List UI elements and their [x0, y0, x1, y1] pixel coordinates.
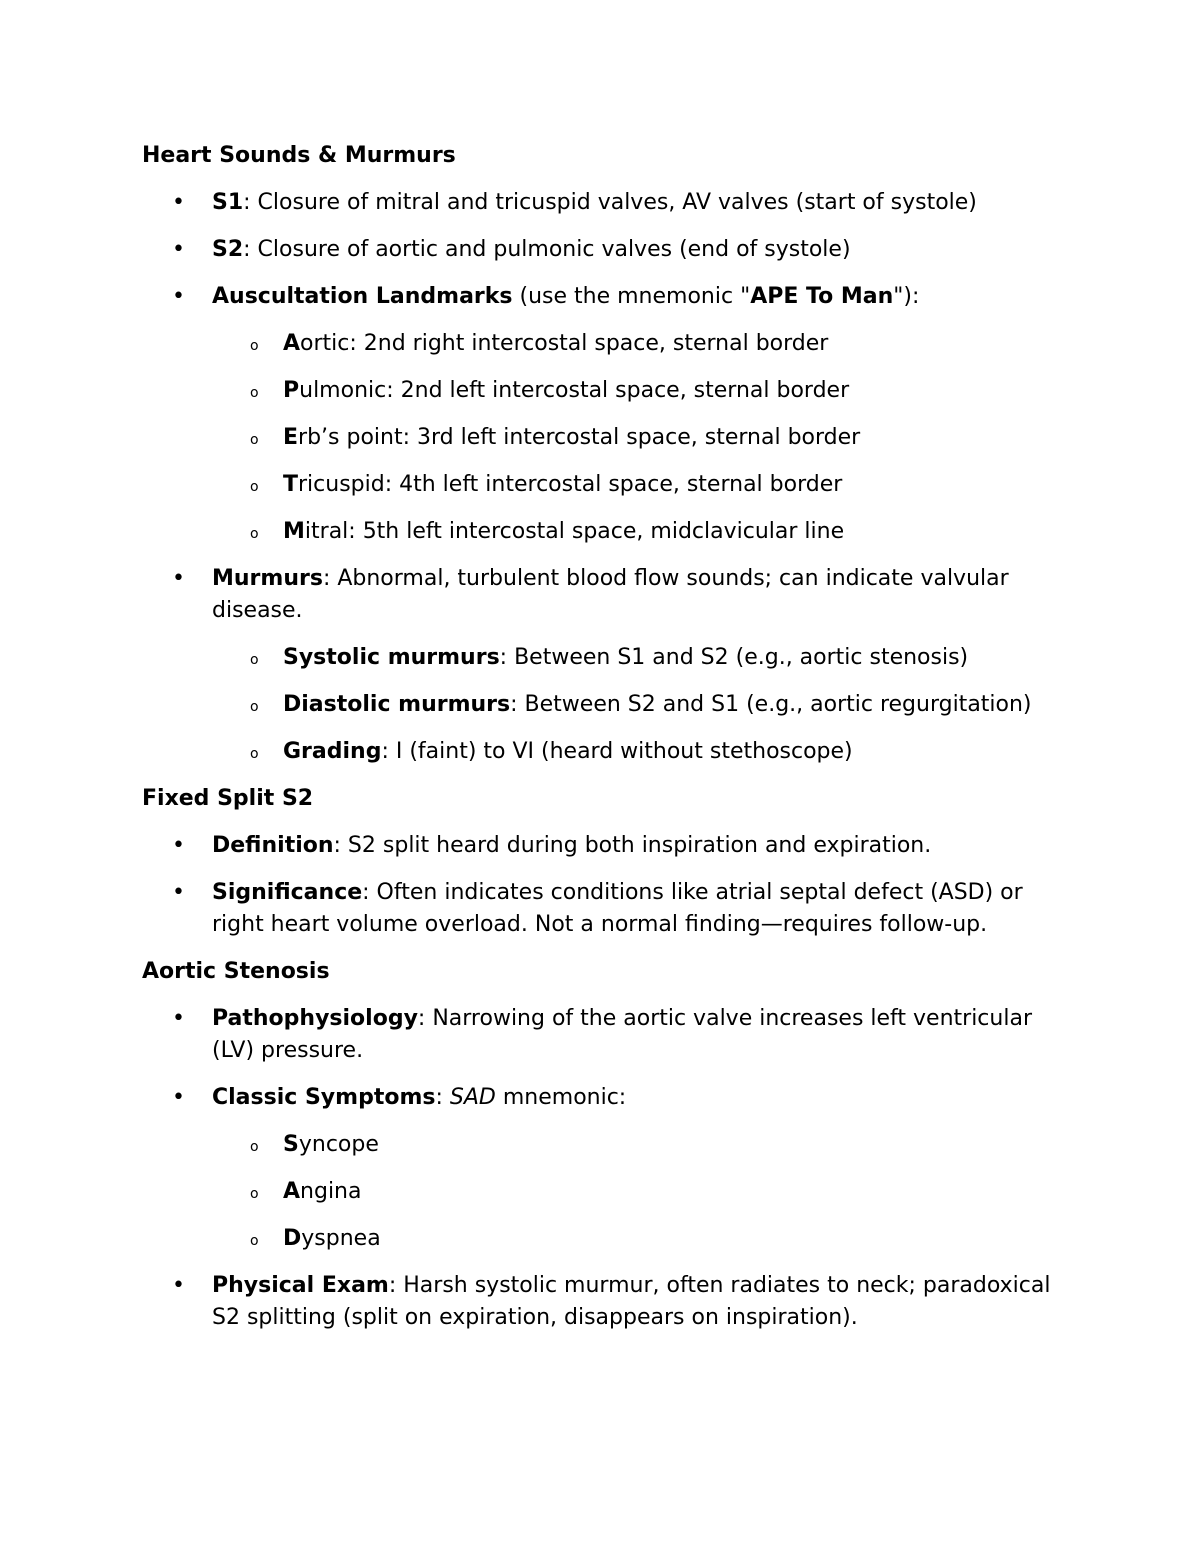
term: Classic Symptoms: [212, 1085, 436, 1110]
fixed-split-list: [142, 830, 1062, 941]
sub-bullet-icon: o: [250, 338, 259, 354]
subitem-text: rb’s point: 3rd left intercostal space, sternal border: [298, 425, 861, 450]
list-item: [142, 563, 1062, 768]
bullet-icon: •: [172, 1273, 185, 1298]
aortic-stenosis-list: [142, 1003, 1062, 1334]
sublist-item: [142, 422, 1062, 454]
sub-bullet-icon: o: [250, 526, 259, 542]
subitem-text: yspnea: [301, 1226, 381, 1251]
initial: A: [283, 1179, 301, 1204]
subitem-text: ortic: 2nd right intercostal space, sternal border: [300, 331, 829, 356]
sub-bullet-icon: o: [250, 746, 259, 762]
section-heading-aortic-stenosis: Aortic Stenosis: [142, 959, 330, 984]
sublist-item: [142, 642, 1062, 674]
initial: D: [283, 1226, 302, 1251]
sub-bullet-icon: o: [250, 652, 259, 668]
bullet-icon: •: [172, 190, 185, 215]
definition: : Harsh systolic murmur, often radiates to neck; paradoxical S2 splitting (split on expiration, disappears on inspiration).: [212, 1273, 1051, 1330]
definition: : S2 split heard during both inspiration and expiration.: [333, 833, 932, 858]
subitem-text: : Between S1 and S2 (e.g., aortic stenosis): [499, 645, 969, 670]
sublist-item: [142, 469, 1062, 501]
list-item: [142, 1003, 1062, 1067]
sub-bullet-icon: o: [250, 1139, 259, 1155]
landmarks-sublist: [212, 328, 1062, 548]
sub-bullet-icon: o: [250, 1233, 259, 1249]
document-page: [142, 140, 1062, 1349]
list-item: [142, 1082, 1062, 1255]
subitem-text: : I (faint) to VI (heard without stethoscope): [381, 739, 853, 764]
bullet-icon: •: [172, 566, 185, 591]
subterm: Grading: [283, 739, 382, 764]
initial: A: [283, 331, 301, 356]
definition-end: mnemonic:: [495, 1085, 627, 1110]
subitem-text: yncope: [298, 1132, 379, 1157]
definition: : Closure of aortic and pulmonic valves (end of systole): [243, 237, 851, 262]
subterm: Diastolic murmurs: [283, 692, 511, 717]
term: S1: [212, 190, 244, 215]
sub-bullet-icon: o: [250, 699, 259, 715]
subitem-text: ngina: [300, 1179, 362, 1204]
initial: M: [283, 519, 305, 544]
subitem-text: itral: 5th left intercostal space, midclavicular line: [304, 519, 845, 544]
sublist-item: [142, 1223, 1062, 1255]
term: Physical Exam: [212, 1273, 389, 1298]
sublist-item: [142, 1129, 1062, 1161]
sublist-item: [142, 1176, 1062, 1208]
subitem-text: ricuspid: 4th left intercostal space, sternal border: [298, 472, 843, 497]
sub-bullet-icon: o: [250, 432, 259, 448]
sublist-item: [142, 328, 1062, 360]
list-item: [142, 281, 1062, 548]
definition: : Abnormal, turbulent blood flow sounds; can indicate valvular disease.: [212, 566, 1009, 623]
sublist-item: [142, 516, 1062, 548]
definition: (use the mnemonic ": [512, 284, 751, 309]
murmurs-sublist: [212, 642, 1062, 768]
symptoms-sublist: [212, 1129, 1062, 1255]
sublist-item: [142, 375, 1062, 407]
list-item: [142, 1270, 1062, 1334]
term: Pathophysiology: [212, 1006, 418, 1031]
definition: :: [435, 1085, 450, 1110]
definition: : Often indicates conditions like atrial septal defect (ASD) or right heart volume overload. Not a normal finding—requires follow-up.: [212, 880, 1023, 937]
section-heading-fixed-split: Fixed Split S2: [142, 786, 314, 811]
mnemonic: SAD: [449, 1085, 496, 1110]
term: Significance: [212, 880, 363, 905]
bullet-icon: •: [172, 880, 185, 905]
initial: E: [283, 425, 299, 450]
initial: S: [283, 1132, 299, 1157]
list-item: [142, 830, 1062, 862]
sub-bullet-icon: o: [250, 1186, 259, 1202]
initial: T: [283, 472, 299, 497]
term: Murmurs: [212, 566, 323, 591]
bullet-icon: •: [172, 833, 185, 858]
list-item: [142, 187, 1062, 219]
sub-bullet-icon: o: [250, 479, 259, 495]
sub-bullet-icon: o: [250, 385, 259, 401]
definition: : Closure of mitral and tricuspid valves, AV valves (start of systole): [243, 190, 977, 215]
definition-end: "):: [893, 284, 920, 309]
bullet-icon: •: [172, 1085, 185, 1110]
term: S2: [212, 237, 244, 262]
subterm: Systolic murmurs: [283, 645, 500, 670]
term: Definition: [212, 833, 334, 858]
bullet-icon: •: [172, 1006, 185, 1031]
list-item: [142, 234, 1062, 266]
subitem-text: : Between S2 and S1 (e.g., aortic regurgitation): [510, 692, 1032, 717]
heart-sounds-list: [142, 187, 1062, 768]
section-heading-heart-sounds: Heart Sounds & Murmurs: [142, 143, 456, 168]
definition: : Narrowing of the aortic valve increases left ventricular (LV) pressure.: [212, 1006, 1032, 1063]
sublist-item: [142, 689, 1062, 721]
bullet-icon: •: [172, 284, 185, 309]
subitem-text: ulmonic: 2nd left intercostal space, sternal border: [299, 378, 850, 403]
initial: P: [283, 378, 300, 403]
term: Auscultation Landmarks: [212, 284, 513, 309]
list-item: [142, 877, 1062, 941]
bullet-icon: •: [172, 237, 185, 262]
sublist-item: [142, 736, 1062, 768]
mnemonic: APE To Man: [750, 284, 894, 309]
